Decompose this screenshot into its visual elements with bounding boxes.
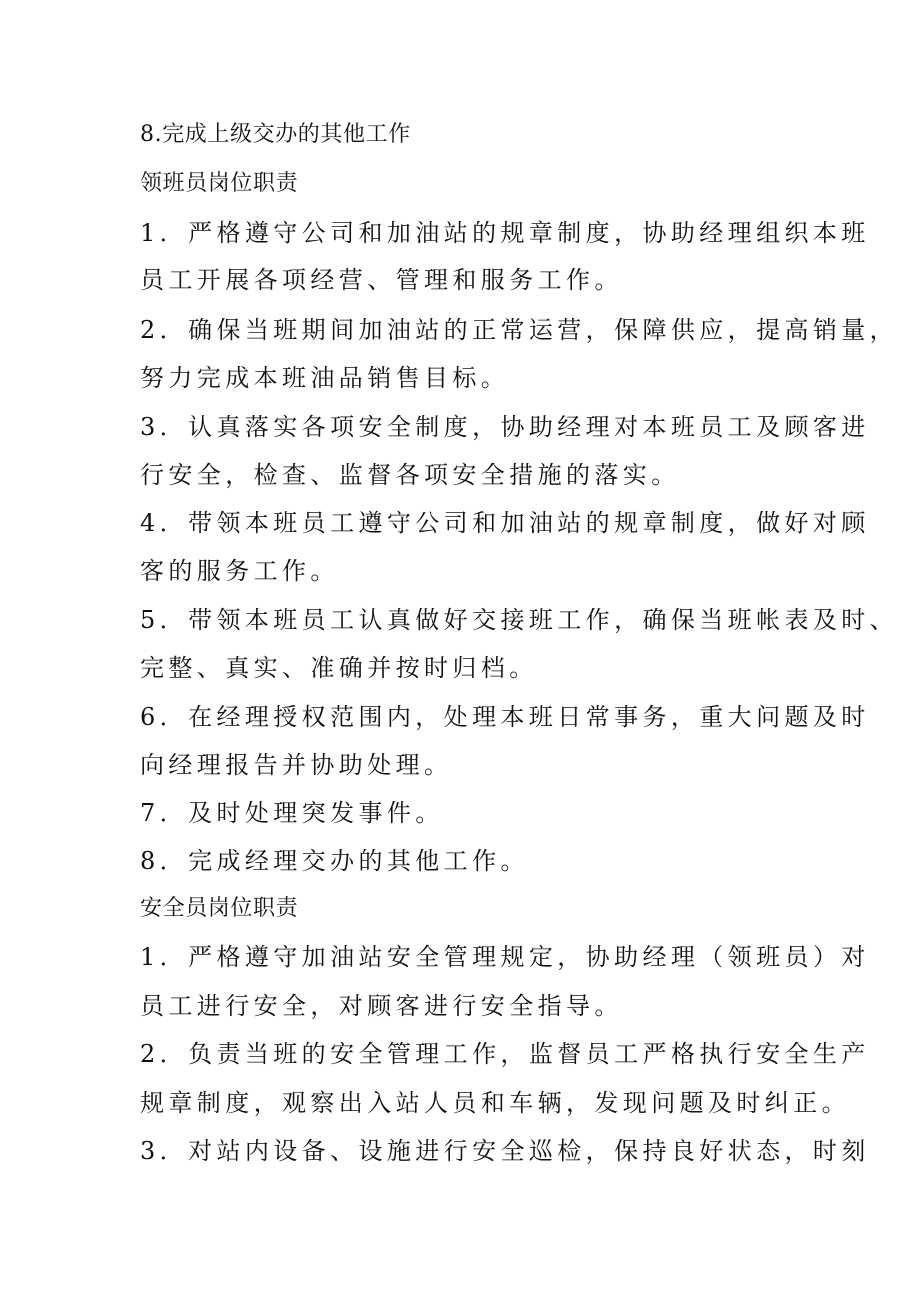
list-item-text: 1．严格遵守公司和加油站的规章制度，协助经理组织本班 <box>140 219 870 247</box>
list-item-text: 努力完成本班油品销售目标。 <box>140 364 510 392</box>
section-heading: 领班员岗位职责 <box>140 171 299 196</box>
list-item-text: 员工进行安全，对顾客进行安全指导。 <box>140 992 623 1020</box>
list-item-text: 6．在经理授权范围内，处理本班日常事务，重大问题及时 <box>140 703 870 731</box>
list-item-text: 2．负责当班的安全管理工作，监督员工严格执行安全生产 <box>140 1040 870 1068</box>
list-item-text: 行安全，检查、监督各项安全措施的落实。 <box>140 461 680 489</box>
list-item-text: 5．带领本班员工认真做好交接班工作，确保当班帐表及时、 <box>140 606 899 634</box>
list-item-text: 7．及时处理突发事件。 <box>140 799 444 827</box>
list-item-text: 8．完成经理交办的其他工作。 <box>140 847 529 875</box>
section-heading: 安全员岗位职责 <box>140 896 299 921</box>
list-item-text: 向经理报告并协助处理。 <box>140 751 453 779</box>
list-item-text: 4．带领本班员工遵守公司和加油站的规章制度，做好对顾 <box>140 509 870 537</box>
list-item-text: 3．对站内设备、设施进行安全巡检，保持良好状态，时刻 <box>140 1137 870 1165</box>
list-item-text: 员工开展各项经营、管理和服务工作。 <box>140 266 623 294</box>
list-item-text: 规章制度，观察出入站人员和车辆，发现问题及时纠正。 <box>140 1089 850 1117</box>
list-item-text: 1．严格遵守加油站安全管理规定，协助经理（领班员）对 <box>140 943 870 971</box>
list-item-text: 8.完成上级交办的其他工作 <box>140 122 411 147</box>
list-item-text: 客的服务工作。 <box>140 557 339 585</box>
list-item-text: 2．确保当班期间加油站的正常运营，保障供应，提高销量， <box>140 316 899 344</box>
list-item-text: 3．认真落实各项安全制度，协助经理对本班员工及顾客进 <box>140 413 870 441</box>
list-item-text: 完整、真实、准确并按时归档。 <box>140 654 538 682</box>
